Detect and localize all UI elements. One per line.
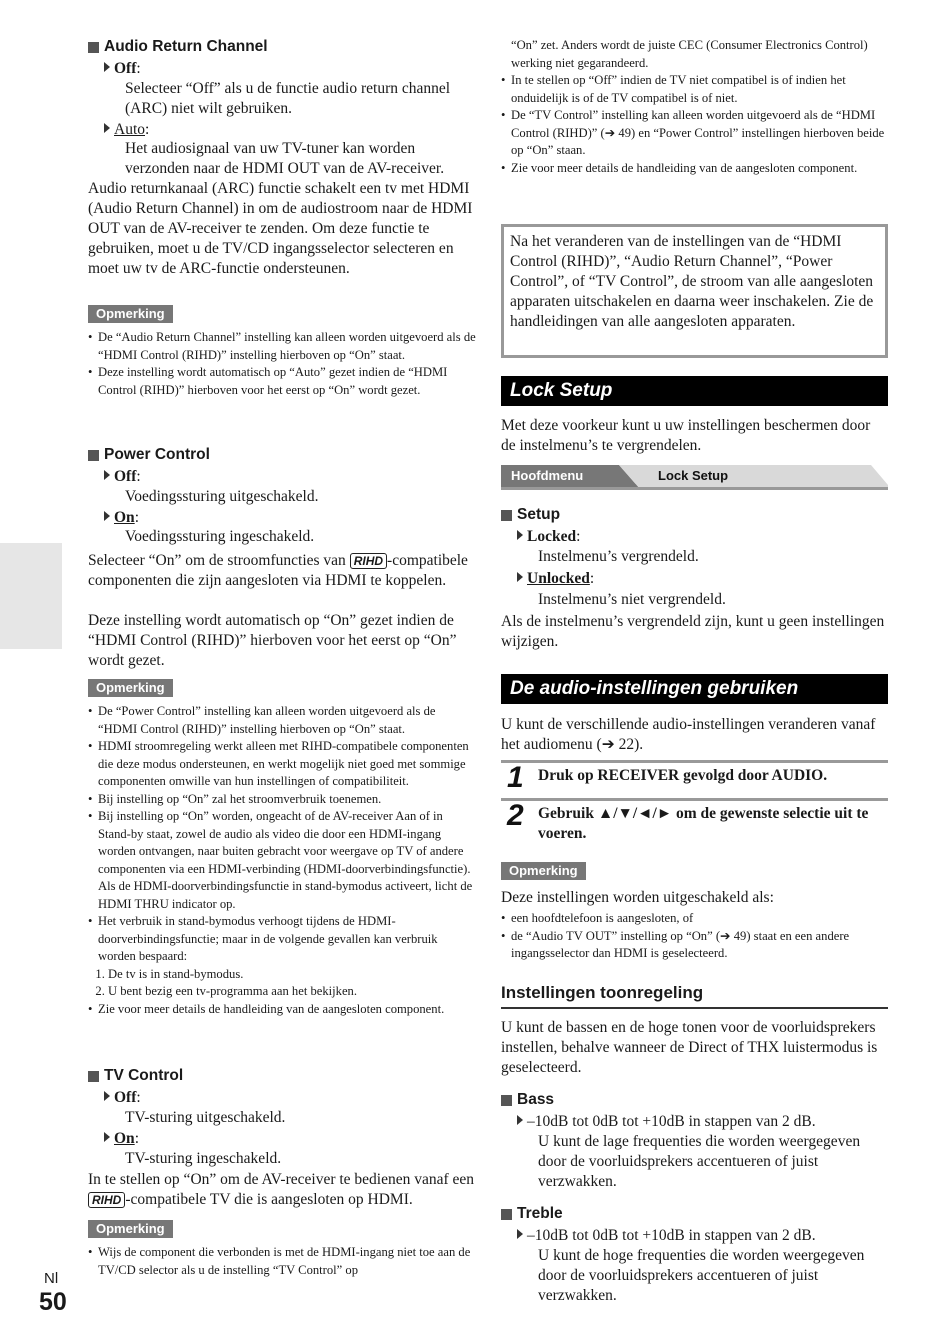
power-notes [88, 703, 476, 1018]
bass-heading: Bass [501, 1091, 554, 1109]
note-item: • Bij instelling op “On” worden, ongeacht of de AV-receiver Aan of in Stand-by staat, zowel de audio als video die door een HDMI-ingang worden ontvangen, naar buiten gebracht voor weergave op TV of andere componenten via een HDMI-verbinding (HDMI-doorverbindingsfunctie). Als de HDMI-doorverbindingsfunctie in stand-bymodus activeert, licht de HDMI THRU indicator op. [98, 808, 476, 913]
arc-heading: Audio Return Channel [88, 38, 268, 56]
triangle-bullet-icon [104, 123, 110, 133]
step-text: Druk op RECEIVER gevolgd door AUDIO. [538, 767, 828, 784]
note-label: Opmerking [88, 305, 173, 323]
unlocked-option: Unlocked: [517, 569, 594, 589]
note-item: • Bij instelling op “On” zal het stroomverbruik toenemen. [98, 791, 476, 809]
triangle-bullet-icon [517, 530, 523, 540]
power-off-option: Off: [104, 467, 141, 487]
square-bullet-icon [501, 1209, 512, 1220]
rihd-logo: RIHD [88, 1192, 125, 1208]
treble-range: –10dB tot 0dB tot +10dB in stappen van 2 dB. [517, 1226, 888, 1246]
note-item: • Wijs de component die verbonden is met de HDMI-ingang niet toe aan de TV/CD selector als u de instelling “TV Control” op [98, 1244, 476, 1279]
bass-desc: U kunt de lage frequenties die worden weergegeven door de voorluidsprekers accentueren of juist verzwakken. [538, 1133, 861, 1190]
triangle-bullet-icon [517, 1115, 523, 1125]
audio-notes [501, 910, 888, 963]
power-off-desc: Voedingssturing uitgeschakeld. [125, 488, 319, 505]
step-2 [501, 798, 888, 851]
bass-range: –10dB tot 0dB tot +10dB in stappen van 2 dB. [517, 1112, 888, 1132]
note-item: • In te stellen op “Off” indien de TV niet compatibel is of indien het onduidelijk is of de TV compatibel is of niet. [511, 72, 888, 107]
lock-paragraph: Met deze voorkeur kunt u uw instellingen beschermen door de instelmenu’s te vergrendelen. [501, 417, 871, 454]
tone-paragraph: U kunt de bassen en de hoge tonen voor de voorluidsprekers instellen, behalve wanneer de Direct of THX luistermodus is geselecteerd. [501, 1019, 878, 1076]
square-bullet-icon [501, 510, 512, 521]
square-bullet-icon [88, 450, 99, 461]
step-1 [501, 760, 888, 801]
square-bullet-icon [501, 1095, 512, 1106]
note-item: • De “Audio Return Channel” instelling kan alleen worden uitgevoerd als de “HDMI Control (RIHD)” instelling hierboven op “On” staat. [98, 329, 476, 364]
locked-desc: Instelmenu’s vergrendeld. [538, 548, 699, 565]
arc-notes [88, 329, 476, 399]
chapter-tab-marker [0, 543, 62, 649]
power-on-desc: Voedingssturing ingeschakeld. [125, 528, 315, 545]
note-label: Opmerking [88, 679, 173, 697]
tone-heading: Instellingen toonregeling [501, 983, 888, 1009]
audio-paragraph: U kunt de verschillende audio-instellingen veranderen vanaf het audiomenu (➔ 22). [501, 716, 876, 753]
triangle-bullet-icon [104, 1091, 110, 1101]
numbered-item: 2. U bent bezig een tv-programma aan het bekijken. [108, 983, 476, 1001]
power-paragraph-1: Selecteer “On” om de stroomfuncties van RIHD -compatibele componenten die zijn aangesloten via HDMI te koppelen. [88, 552, 468, 589]
triangle-bullet-icon [517, 572, 523, 582]
note-item: • de “Audio TV OUT” instelling op “On” (➔ 49) staat en een andere ingangsselector dan HDMI is geselecteerd. [511, 928, 888, 963]
note-item: • De “TV Control” instelling kan alleen worden uitgevoerd als de “HDMI Control (RIHD)” (➔ 49) en “Power Control” instellingen hierboven beide op “On” staan. [511, 107, 888, 160]
power-heading: Power Control [88, 446, 210, 464]
arc-paragraph: Audio returnkanaal (ARC) functie schakelt een tv met HDMI (Audio Return Channel) in om de audiostroom naar de HDMI OUT van de AV-receiver te zenden. Om deze functie te gebruiken, moet u de TV/CD ingangsselector selecteren en moet uw tv de ARC-functie ondersteunen. [88, 180, 473, 277]
step-number: 2 [507, 799, 524, 832]
note-item: • Zie voor meer details de handleiding van de aangesloten component. [511, 160, 888, 178]
lock-paragraph-2: Als de instelmenu’s vergrendeld zijn, kunt u geen instellingen wijzigen. [501, 613, 885, 650]
locked-option: Locked: [517, 527, 580, 547]
note-item-cont: “On” zet. Anders wordt de juiste CEC (Consumer Electronics Control) werking niet gegarandeerd. [511, 38, 868, 70]
triangle-bullet-icon [104, 62, 110, 72]
treble-heading: Treble [501, 1205, 563, 1223]
note-item: • Het verbruik in stand-bymodus verhoogt tijdens de HDMI-doorverbindingsfunctie; maar in de volgende gevallen kan verbruik worden bespaard: [98, 913, 476, 966]
triangle-bullet-icon [104, 511, 110, 521]
power-on-option: On: [104, 508, 139, 528]
treble-desc: U kunt de hoge frequenties die worden weergegeven door de voorluidsprekers accentueren of juist verzwakken. [538, 1247, 865, 1304]
tv-on-desc: TV-sturing ingeschakeld. [125, 1150, 282, 1167]
note-item: • Deze instelling wordt automatisch op “Auto” gezet indien de “HDMI Control (RIHD)” hierboven voor het eerst op “On” wordt gezet. [98, 364, 476, 399]
square-bullet-icon [88, 1071, 99, 1082]
rihd-logo: RIHD [350, 553, 387, 569]
step-text: Gebruik ▲/▼/◄/► om de gewenste selectie uit te voeren. [538, 805, 869, 842]
triangle-bullet-icon [104, 1132, 110, 1142]
page-language: Nl [44, 1270, 59, 1287]
menu-path-main: Hoofdmenu [511, 468, 584, 483]
tv-off-desc: TV-sturing uitgeschakeld. [125, 1109, 286, 1126]
tv-paragraph: In te stellen op “On” om de AV-receiver te bedienen vanaf een RIHD -compatibele TV die is aangesloten op HDMI. [88, 1171, 475, 1208]
setup-heading: Setup [501, 506, 560, 524]
unlocked-desc: Instelmenu’s niet vergrendeld. [538, 591, 726, 608]
arc-auto-option: Auto: [104, 120, 149, 140]
page-number: 50 [39, 1288, 67, 1316]
note-item: • De “Power Control” instelling kan alleen worden uitgevoerd als de “HDMI Control (RIHD)” instelling hierboven op “On” staat. [98, 703, 476, 738]
note-item: • HDMI stroomregeling werkt alleen met RIHD-compatibele componenten die deze modus ondersteunen, en werkt mogelijk niet goed met sommige componenten omwille van hun instellingen of compatibiliteit. [98, 738, 476, 791]
step-number: 1 [507, 761, 524, 794]
note-label: Opmerking [88, 1220, 173, 1238]
info-box: Na het veranderen van de instellingen van de “HDMI Control (RIHD)”, “Audio Return Channel”, “Power Control”, of “TV Control”, de stroom van alle aangesloten apparaten uitschakelen en daarna weer inschakelen. Zie de handleidingen van alle aangesloten apparaten. [501, 224, 888, 358]
triangle-bullet-icon [517, 1229, 523, 1239]
arc-off-desc: Selecteer “Off” als u de functie audio return channel (ARC) niet wilt gebruiken. [125, 80, 451, 117]
audio-settings-banner: De audio-instellingen gebruiken [501, 674, 888, 704]
audio-note-intro: Deze instellingen worden uitgeschakeld als: [501, 889, 774, 906]
triangle-bullet-icon [104, 470, 110, 480]
note-item: • een hoofdtelefoon is aangesloten, of [511, 910, 888, 928]
menu-path-tab [501, 465, 888, 490]
tv-on-option: On: [104, 1129, 139, 1149]
power-paragraph-2: Deze instelling wordt automatisch op “On” gezet indien de “HDMI Control (RIHD)” hierboven voor het eerst op “On” wordt gezet. [88, 612, 457, 669]
arc-auto-desc: Het audiosignaal van uw TV-tuner kan worden verzonden naar de HDMI OUT van de AV-receiver. [125, 140, 445, 177]
arc-off-option: Off: [104, 59, 141, 79]
numbered-item: 1. De tv is in stand-bymodus. [108, 966, 476, 984]
note-label: Opmerking [501, 862, 586, 880]
square-bullet-icon [88, 42, 99, 53]
tv-notes-continued [501, 37, 888, 177]
note-item: • Zie voor meer details de handleiding van de aangesloten component. [98, 1001, 476, 1019]
tv-heading: TV Control [88, 1067, 183, 1085]
tv-off-option: Off: [104, 1088, 141, 1108]
tv-notes [88, 1244, 476, 1279]
lock-setup-banner: Lock Setup [501, 376, 888, 406]
menu-path-sub: Lock Setup [658, 468, 729, 483]
